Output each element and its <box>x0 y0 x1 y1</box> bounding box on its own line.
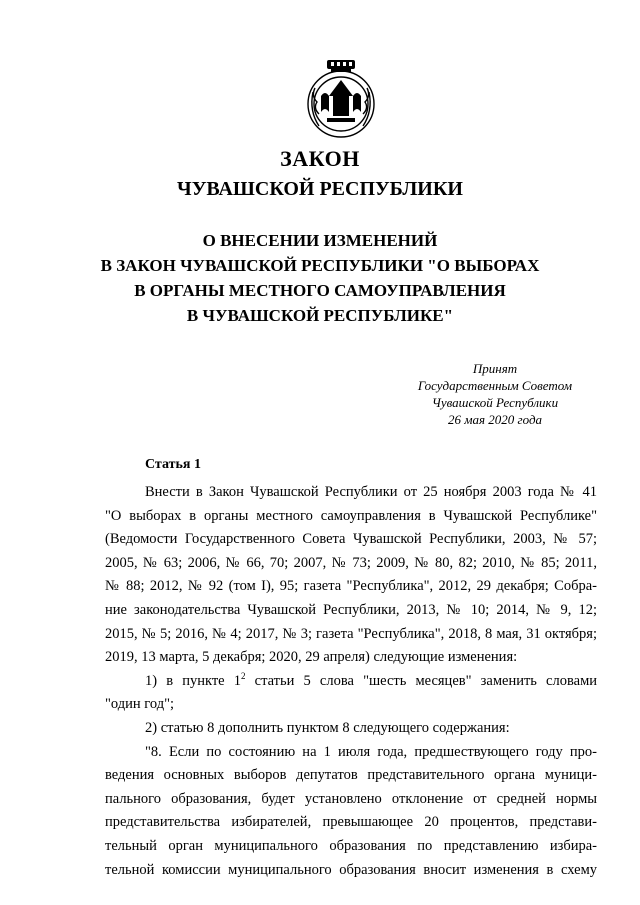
item1-rest: статьи 5 слова "шесть месяцев" заменить словами <box>245 672 598 689</box>
text-line: ведения основных выборов депутатов представительного органа муници- <box>105 767 597 784</box>
text-line: 2015, № 5; 2016, № 4; 2017, № 3; газета "Республика", 2018, 8 мая, 31 октября; <box>105 625 597 642</box>
subject-line: В ЧУВАШСКОЙ РЕСПУБЛИКЕ" <box>186 306 454 325</box>
subject-line: В ЗАКОН ЧУВАШСКОЙ РЕСПУБЛИКИ "О ВЫБОРАХ <box>100 256 540 275</box>
text-line: Внести в Закон Чувашской Республики от 25 ноября 2003 года № 41 <box>145 484 597 500</box>
text-line: "О выборах в органы местного самоуправления в Чувашской Республике" <box>105 507 597 524</box>
text-line: представительства избирателей, превышающее 20 процентов, представи- <box>105 814 597 831</box>
text-line: пального образования, будет установлено отклонение от средней нормы <box>105 790 597 807</box>
text-line: "8. Если по состоянию на 1 июля года, предшествующего году про- <box>145 743 597 760</box>
law-title: ЗАКОН <box>280 146 360 171</box>
adoption-date: 26 мая 2020 года <box>447 412 543 427</box>
text-line: ние законодательства Чувашской Республики, 2013, № 10; 2014, № 9, 12; <box>105 601 597 618</box>
republic-title: ЧУВАШСКОЙ РЕСПУБЛИКИ <box>177 178 463 200</box>
adoption-line: Чувашской Республики <box>431 395 559 410</box>
item1-superscript: 2 <box>241 670 246 681</box>
adoption-note <box>395 360 595 428</box>
list-item-1 <box>105 670 597 694</box>
law-subject <box>0 228 640 328</box>
text-line: тельный орган муниципального образования по представлению избира- <box>105 837 597 854</box>
text-line: № 88; 2012, № 92 (том I), 95; газета "Республика", 2012, 29 декабря; Собра- <box>105 578 597 595</box>
text-line: 2005, № 63; 2006, № 66, 70; 2007, № 73; 2009, № 80, 82; 2010, № 85; 2011, <box>105 554 597 571</box>
subject-line: О ВНЕСЕНИИ ИЗМЕНЕНИЙ <box>202 231 438 250</box>
article-body <box>105 481 597 882</box>
adoption-line: Государственным Советом <box>417 378 573 393</box>
article-heading: Статья 1 <box>145 457 201 472</box>
item1-prefix: 1) в пункте 1 <box>145 672 242 689</box>
coat-of-arms-icon <box>291 56 391 140</box>
text-line: 2019, 13 марта, 5 декабря; 2020, 29 апреля) следующие изменения: <box>105 649 518 666</box>
text-line: "один год"; <box>105 696 175 713</box>
subject-line: В ОРГАНЫ МЕСТНОГО САМОУПРАВЛЕНИЯ <box>134 281 506 300</box>
text-line: тельной комиссии муниципального образования вносит изменения в схему <box>105 861 597 878</box>
adoption-line: Принят <box>472 361 518 376</box>
text-line: (Ведомости Государственного Совета Чувашской Республики, 2003, № 57; <box>105 531 597 548</box>
list-item-2: 2) статью 8 дополнить пунктом 8 следующего содержания: <box>145 719 510 736</box>
